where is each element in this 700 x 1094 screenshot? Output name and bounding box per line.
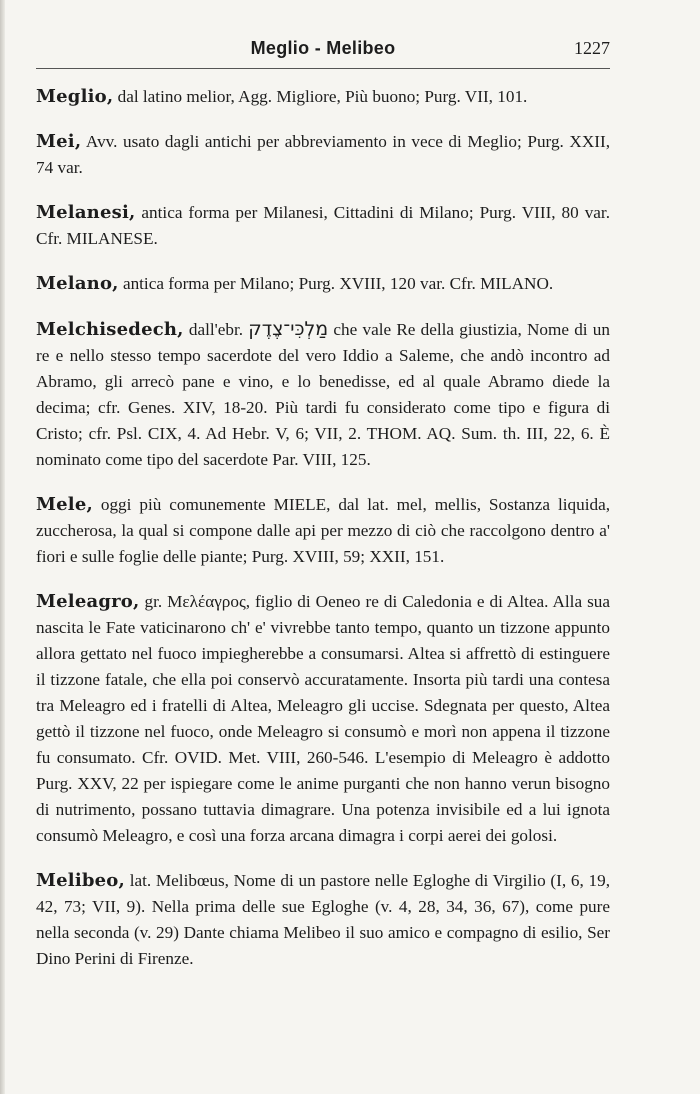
- headword: Melibeo,: [36, 870, 125, 891]
- entry-melibeo: [36, 868, 610, 972]
- entry-melanesi: [36, 200, 610, 252]
- entry-mele: [36, 492, 610, 570]
- entries-list: [36, 84, 610, 991]
- entry-meleagro: [36, 589, 610, 849]
- entry-melchisedech: [36, 316, 610, 473]
- running-title: Meglio - Melibeo: [250, 38, 396, 58]
- entry-text-before: dall'ebr.: [183, 320, 249, 339]
- page-header: [36, 38, 610, 69]
- entry-text: antica forma per Milanesi, Cittadini di Milano; Purg. VIII, 80 var. Cfr. MILANESE.: [36, 203, 610, 248]
- hebrew-word: מַלְכִּי־צֶדֶק: [248, 318, 329, 340]
- entry-text: antica forma per Milano; Purg. XVIII, 120 var. Cfr. MILANO.: [118, 274, 554, 293]
- entry-melano: [36, 271, 610, 297]
- entry-text: dal latino melior, Agg. Migliore, Più buono; Purg. VII, 101.: [113, 87, 528, 106]
- headword: Mei,: [36, 131, 82, 152]
- headword: Melchisedech,: [36, 319, 184, 340]
- entry-text: lat. Melibœus, Nome di un pastore nelle Egloghe di Virgilio (I, 6, 19, 42, 73; VII, 9). Nella prima delle sue Egloghe (v. 4, 28, 34, 36, 67), come pure nella seconda (v. 29) Dante chiama Melibeo il suo amico e compagno di esilio, Ser Dino Perini di Firenze.: [36, 871, 610, 968]
- headword: Melanesi,: [36, 202, 136, 223]
- headword: Melano,: [36, 273, 119, 294]
- entry-meglio: [36, 84, 610, 110]
- entry-text: che vale Re della giustizia, Nome di un re e nello stesso tempo sacerdote del vero Iddio a Saleme, che andò incontro ad Abramo, gli arrecò pane e vino, e lo benedisse, ed al quale Abramo diede la decima; cfr. Genes. XIV, 18-20. Più tardi fu considerato come tipo e figura di Cristo; cfr. Psl. CIX, 4. Ad Hebr. V, 6; VII, 2. THOM. AQ. Sum. th. III, 22, 6. È nominato come tipo del sacerdote Par. VIII, 125.: [36, 320, 610, 469]
- entry-text: gr. Μελέαγρος, figlio di Oeneo re di Caledonia e di Altea. Alla sua nascita le Fate vaticinarono ch' e' vivrebbe tanto tempo, quanto un tizzone appunto allora gettato nel fuoco impiegherebbe a consumarsi. Altea si affrettò di estinguere il tizzone fatale, che ella poi conservò accuratamente. Insorta più tardi una contesa tra Meleagro ed i fratelli di Altea, Meleagro gli uccise. Sdegnata per questo, Altea gettò il tizzone nel fuoco, onde Meleagro si consumò e morì non appena il tizzone fu consumato. Cfr. OVID. Met. VIII, 260-546. L'esempio di Meleagro è addotto Purg. XXV, 22 per ispiegare come le anime purganti che non hanno verun bisogno di nutrimento, possano tuttavia dimagrare. Una potenza invisibile ed a lui ignota consumò Meleagro, e così una forza arcana dimagra i corpi aerei dei golosi.: [36, 592, 610, 845]
- headword: Meglio,: [36, 86, 114, 107]
- page-number: 1227: [574, 38, 610, 58]
- page-edge-shadow: [0, 0, 5, 1094]
- entry-text: Avv. usato dagli antichi per abbreviamento in vece di Meglio; Purg. XXII, 74 var.: [36, 132, 610, 177]
- headword: Mele,: [36, 494, 93, 515]
- entry-mei: [36, 129, 610, 181]
- headword: Meleagro,: [36, 591, 140, 612]
- entry-text: oggi più comunemente MIELE, dal lat. mel, mellis, Sostanza liquida, zuccherosa, la qual si compone dalle api per mezzo di ciò che raccolgono dentro a' fiori e sulle foglie delle piante; Purg. XVIII, 59; XXII, 151.: [36, 495, 610, 566]
